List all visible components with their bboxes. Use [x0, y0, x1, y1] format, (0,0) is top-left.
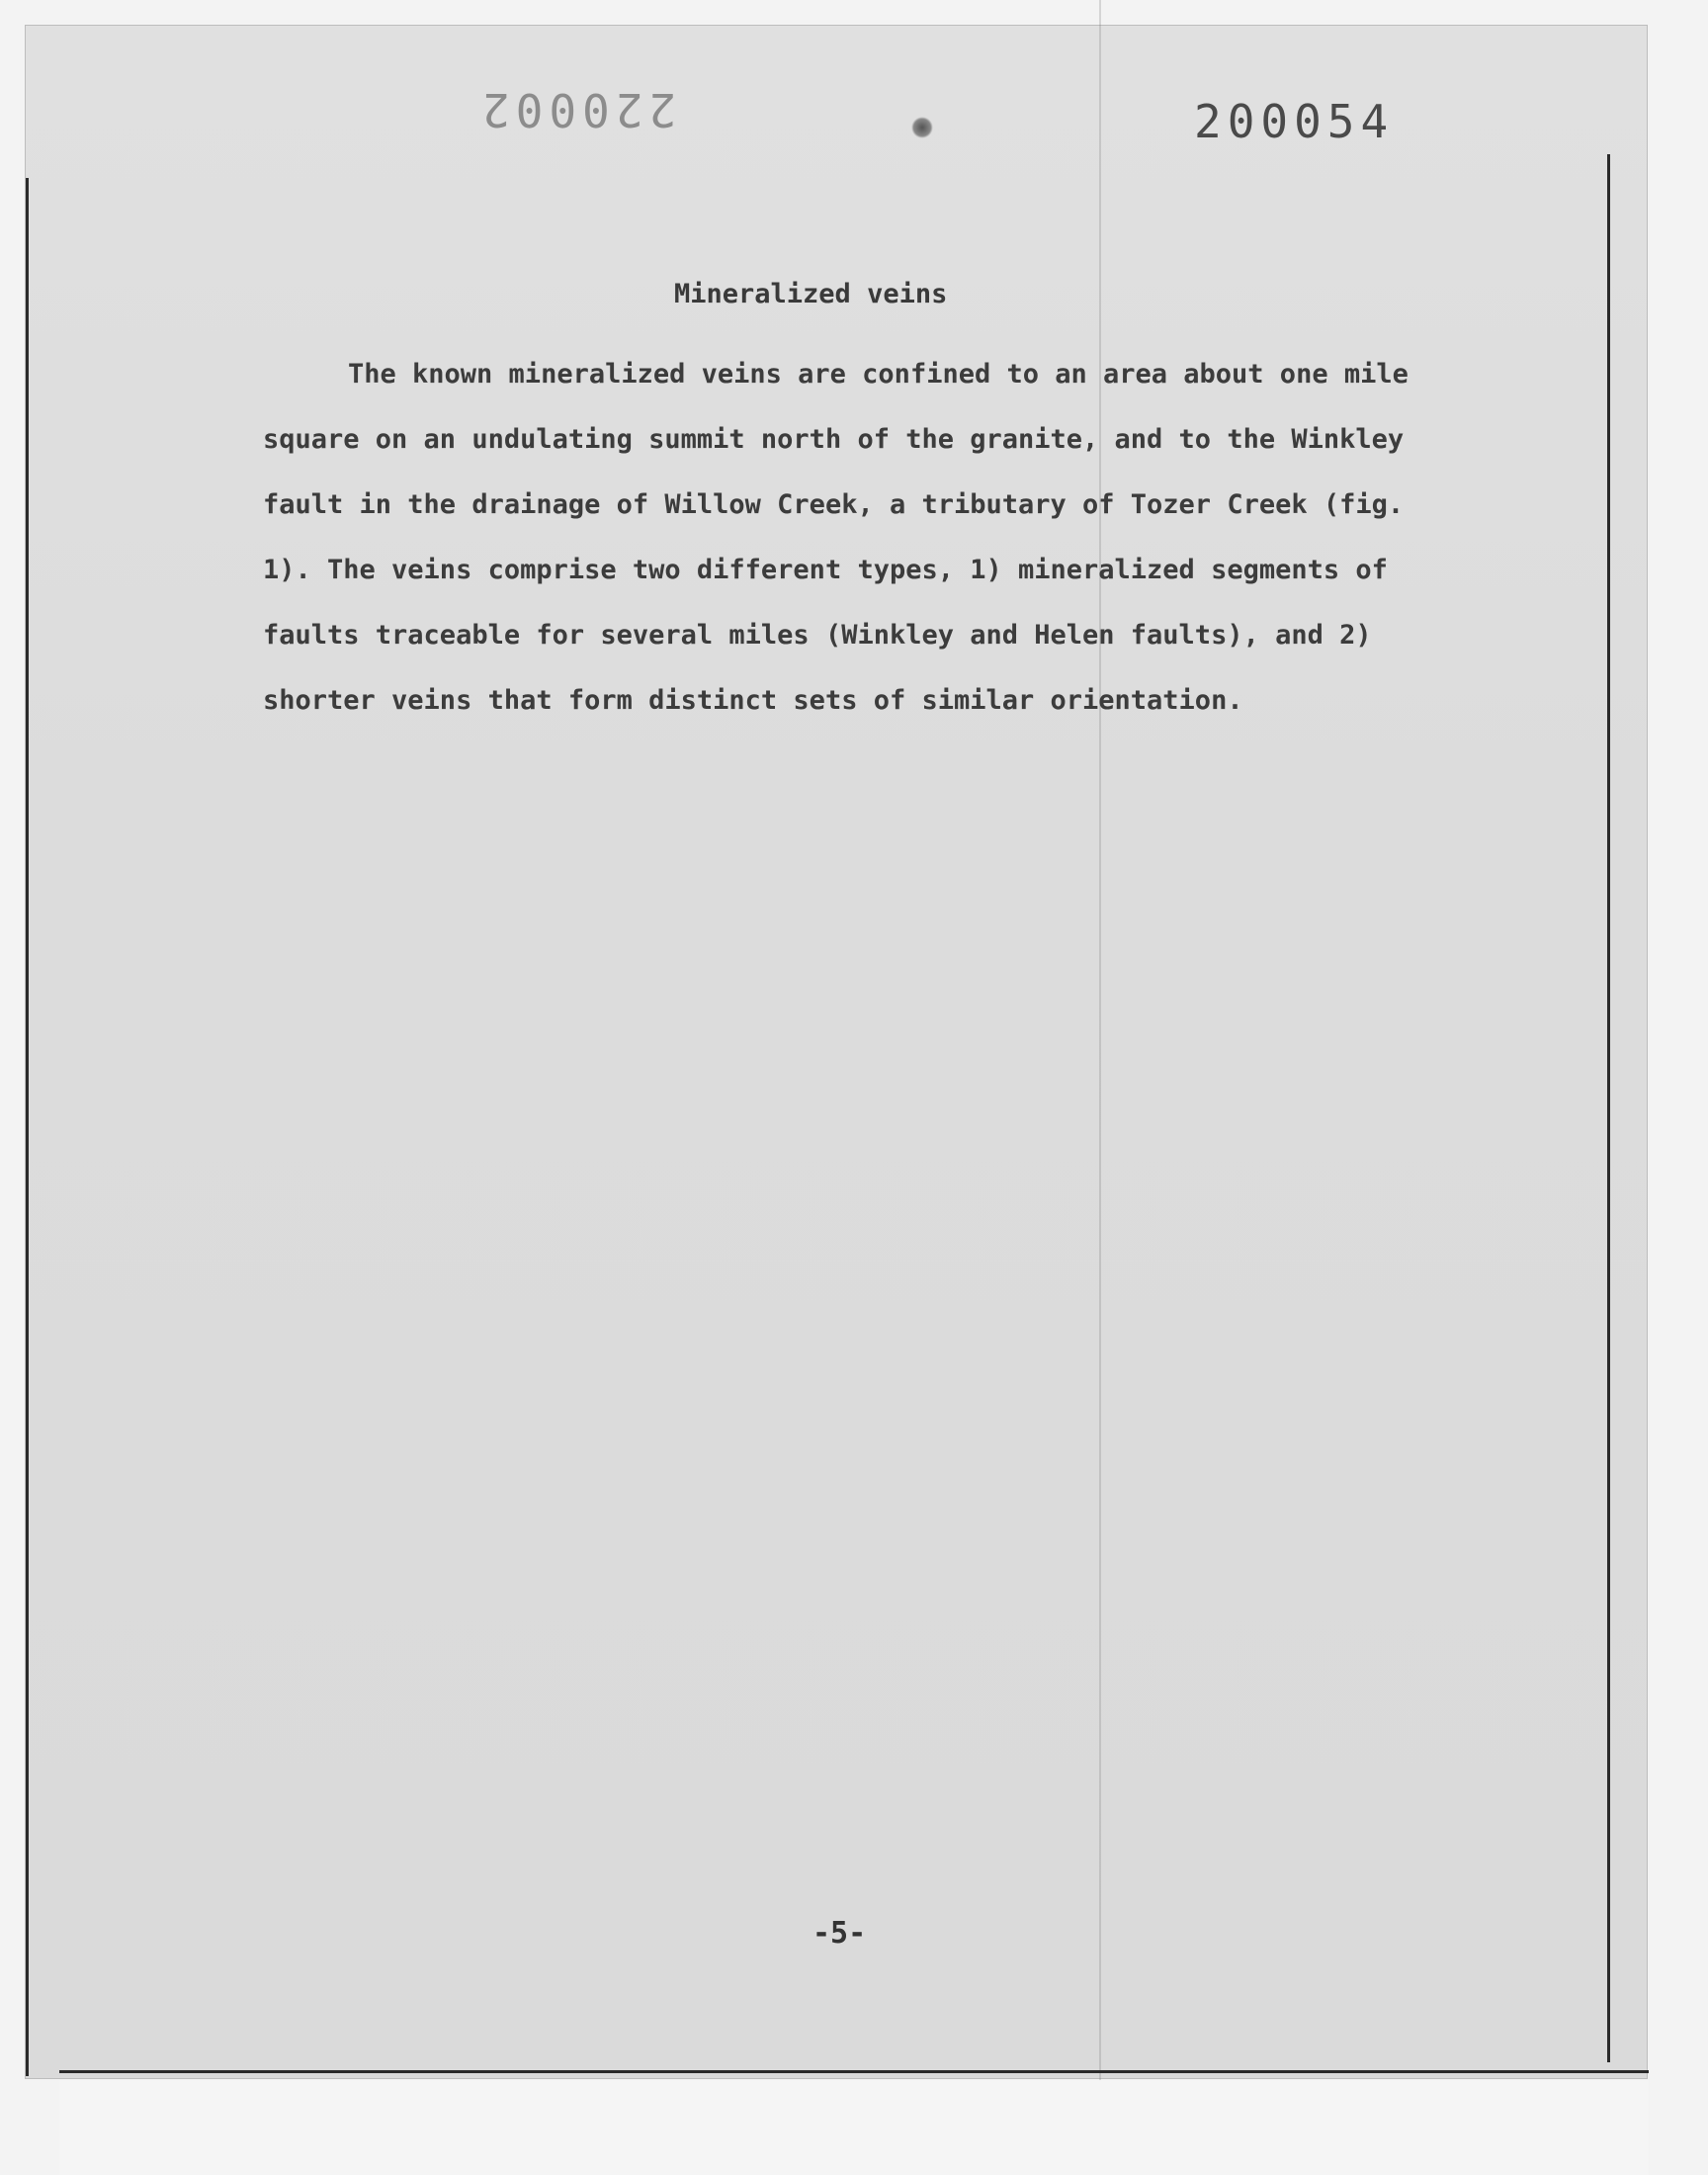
stamp-number-right: 200054	[1194, 95, 1395, 148]
page-edge-bottom	[59, 2070, 1649, 2073]
page-number: -5-	[812, 1916, 867, 1951]
document-page	[26, 26, 1647, 2078]
page-edge-right	[1607, 154, 1610, 2062]
page-crease	[1099, 0, 1101, 2175]
stamp-number-left: 220002	[476, 83, 677, 136]
scan-margin	[59, 2080, 1649, 2175]
section-heading: Mineralized veins	[674, 279, 948, 309]
body-paragraph: The known mineralized veins are confined to an area about one mile square on an undulating summit north of the granite, and to the Winkley fault in the drainage of Willow Creek, a tributary of Tozer Creek (fig. 1). The veins comprise two different types, 1) mineralized segments of faults traceable for several miles (Winkley and Helen faults), and 2) shorter veins that form distinct sets of similar orientation.	[263, 359, 1409, 716]
page-edge-left	[26, 178, 29, 2076]
punch-mark-icon	[911, 117, 933, 138]
